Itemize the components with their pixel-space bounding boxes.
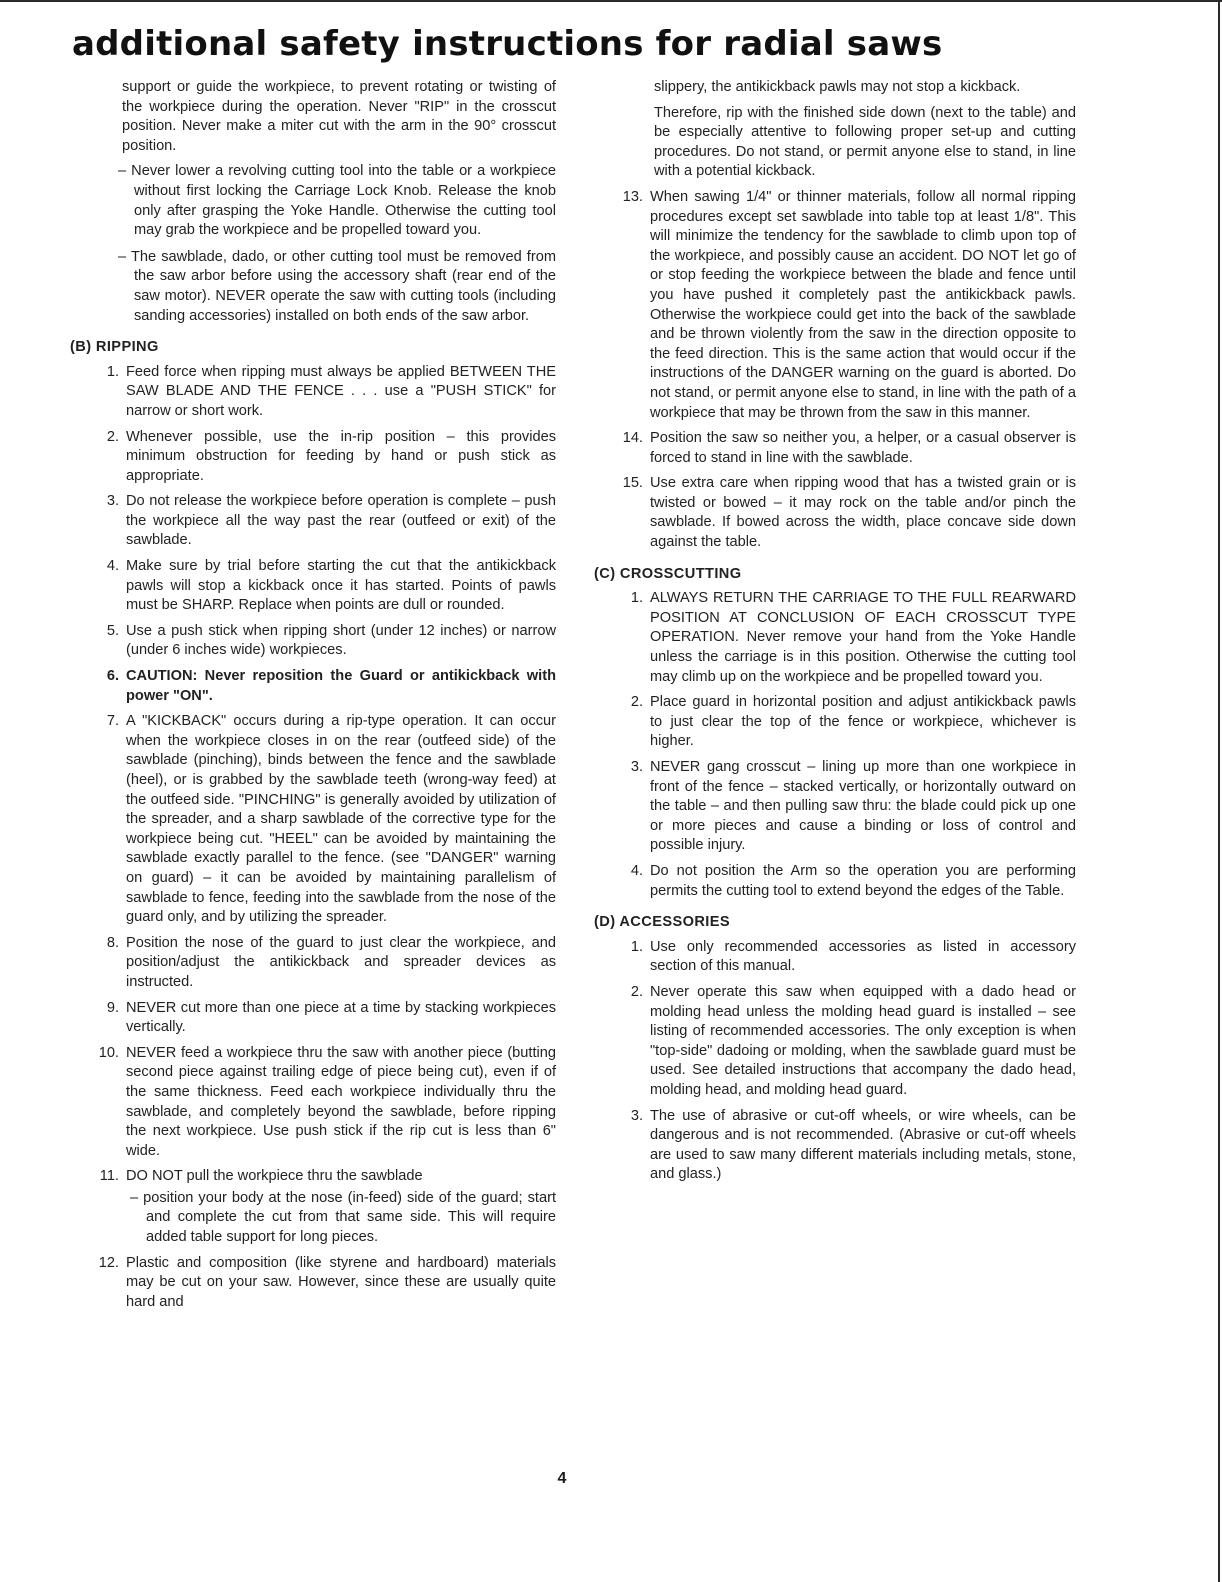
continued-paragraph: slippery, the antikickback pawls may not stop a kickback. [654,79,1021,95]
page-title: additional safety instructions for radial saws [72,24,943,64]
item-number: 6. [106,668,119,685]
dash-item: – Never lower a revolving cutting tool into the table or a workpiece without first locking the Carriage Lock Knob. Release the knob only after grasping the Yoke Handle. Otherwise the cutting tool may grab the workpiece and be propelled toward you. [118,163,556,239]
list-item [70,492,556,551]
item-number: 13. [622,188,643,205]
item-number: 7. [106,713,119,730]
item-number: 11. [99,1168,119,1185]
sub-item: – position your body at the nose (in-feed) side of the guard; start and complete the cut from that same side. This will require added table support for long pieces. [130,1189,556,1246]
list-item [594,938,1076,977]
list-item [70,428,556,487]
item-text: Plastic and composition (like styrene and hardboard) materials may be cut on your saw. However, since these are usually quite hard and [126,1254,556,1310]
item-text: Whenever possible, use the in-rip position – this provides minimum obstruction for feeding by hand or push stick as appropriate. [126,428,556,484]
item-number: 3. [106,493,119,510]
item-number: 4. [630,862,643,879]
therefore-paragraph: Therefore, rip with the finished side down (next to the table) and be especially attentive to following proper set-up and cutting procedures. Do not stand, or permit anyone else to stand, in line with a potential kickback. [654,104,1076,180]
item-text: A "KICKBACK" occurs during a rip-type operation. It can occur when the workpiece closes in on the rear (outfeed side) of the sawblade (pinching), binds between the fence and the sawblade (heel), or is grabbed by the sawblade teeth (wrong-way feed) at the outfeed side. "PINCHING" is generally avoided by utilization of the spreader, and a sharp sawblade of the corrective type for the workpiece being cut. "HEEL" can be avoided by maintaining the sawblade exactly parallel to the fence. (see "DANGER" warning on guard) – it can be avoided by maintaining parallelism of sawblade to fence, feeding into the sawblade from the nose of the guard only, and by utilizing the spreader. [126,713,556,926]
right-border [1218,0,1220,1582]
item-text: NEVER feed a workpiece thru the saw with another piece (butting second piece against trailing edge of piece being cut), even if of the same thickness. Feed each workpiece individually thru the sawblade, and completely beyond the sawblade, before ripping the next workpiece. Use push stick if the rip cut is less than 6" wide. [126,1044,556,1159]
list-item [70,557,556,616]
list-item [594,1107,1076,1185]
list-item [594,758,1076,856]
item-text: Position the nose of the guard to just clear the workpiece, and position/adjust the antikickback and spreader devices as instructed. [126,934,556,990]
item-number: 15. [622,475,643,492]
list-item [594,188,1076,423]
item-text: Do not position the Arm so the operation you are performing permits the cutting tool to extend beyond the edges of the Table. [650,862,1076,899]
item-number: 4. [106,558,119,575]
item-text: ALWAYS RETURN THE CARRIAGE TO THE FULL REARWARD POSITION AT CONCLUSION OF EACH CROSSCUT TYPE OPERATION. Never remove your hand from the Yoke Handle unless the carriage is in this position. Otherwise the cutting tool may climb up on the workpiece and be propelled toward you. [650,590,1076,685]
item-number: 8. [106,934,119,951]
list-item [70,712,556,928]
right-column [594,78,1076,1191]
item-text: The use of abrasive or cut-off wheels, or wire wheels, can be dangerous and is not recommended. (Abrasive or cut-off wheels are used to saw many different materials including metals, stone, and glass.) [650,1107,1076,1183]
list-item [70,1044,556,1162]
dash-item: – The sawblade, dado, or other cutting tool must be removed from the saw arbor before using the accessory shaft (rear end of the saw motor). NEVER operate the saw with cutting tools (including sanding accessories) installed on both ends of the saw arbor. [118,248,556,324]
item-number: 12. [98,1254,119,1271]
item-text: Make sure by trial before starting the cut that the antikickback pawls will stop a kickback once it has started. Points of pawls must be SHARP. Replace when points are dull or rounded. [126,558,556,614]
item-text: Never operate this saw when equipped with a dado head or molding head unless the molding head guard is installed – see listing of recommended accessories. The only exception is when "top-side" dadoing or molding, when the sawblade guard must be used. See detailed instructions that accompany the dado head, molding head, and molding head guard. [650,983,1076,1098]
item-text: DO NOT pull the workpiece thru the sawblade [126,1168,423,1185]
left-column [70,78,556,1318]
item-text: NEVER gang crosscut – lining up more than one workpiece in front of the fence – stacked vertically, or horizontally outward on the table – and then pulling saw thru: the blade could pick up one or more pieces and cause a binding or loss of control and possible injury. [650,759,1076,854]
item-number: 10. [98,1044,119,1061]
list-item [594,589,1076,687]
caution-item [70,667,556,706]
item-text: Use a push stick when ripping short (under 12 inches) or narrow (under 6 inches wide) workpieces. [126,622,556,659]
item-number: 2. [106,428,119,445]
list-item [70,1167,556,1187]
top-border [0,0,1222,2]
intro-paragraph: support or guide the workpiece, to prevent rotating or twisting of the workpiece during the operation. Never "RIP" in the crosscut position. Never make a miter cut with the arm in the 90° crosscut position. [122,79,556,154]
item-text: When sawing 1/4" or thinner materials, follow all normal ripping procedures except set sawblade into table top at least 1/8". This will minimize the tendency for the sawblade to climb upon top of the workpiece, and possibly cause an accident. DO NOT let go of or stop feeding the workpiece between the blade and fence until you have pushed it completely past the antikickback pawls. Otherwise the workpiece could get into the back of the sawblade and be thrown violently from the saw in the direction opposite to the feed direction. This is the same action that would occur if the instructions of the DANGER warning on the guard is aborted. Do not stand, or permit anyone else to stand, in line with the path of a workpiece that may be thrown from the saw in this manner. [650,188,1076,421]
item-text: Place guard in horizontal position and adjust antikickback pawls to just clear the top of the fence or workpiece, whichever is higher. [650,694,1076,750]
item-number: 14. [622,430,643,447]
item-text: CAUTION: Never reposition the Guard or antikickback with power "ON". [126,668,556,704]
list-item [70,622,556,661]
section-heading-ripping: (B) RIPPING [70,339,159,356]
list-item [594,429,1076,468]
item-number: 1. [630,938,643,955]
list-item [70,934,556,993]
item-number: 3. [630,1107,643,1124]
list-item [594,693,1076,752]
list-item [594,983,1076,1101]
item-text: Feed force when ripping must always be applied BETWEEN THE SAW BLADE AND THE FENCE . . . use a "PUSH STICK" for narrow or short work. [126,363,556,419]
item-number: 2. [630,983,643,1000]
item-number: 9. [106,999,119,1016]
item-text: Use only recommended accessories as listed in accessory section of this manual. [650,938,1076,975]
item-number: 3. [630,759,643,775]
list-item [594,474,1076,552]
section-heading-accessories: (D) ACCESSORIES [594,914,731,931]
item-number: 5. [106,622,119,639]
item-text: Position the saw so neither you, a helper, or a casual observer is forced to stand in line with the sawblade. [650,430,1076,466]
item-number: 1. [106,363,119,380]
item-text: Use extra care when ripping wood that has a twisted grain or is twisted or bowed – it may rock on the table and/or pinch the sawblade. If bowed across the width, place concave side down against the table. [650,475,1076,551]
item-number: 1. [630,590,643,607]
list-item [70,999,556,1038]
page-number: 4 [557,1470,567,1487]
item-text: Do not release the workpiece before operation is complete – push the workpiece all the way past the rear (outfeed or exit) of the sawblade. [126,493,556,549]
item-text: NEVER cut more than one piece at a time by stacking workpieces vertically. [126,999,556,1036]
section-heading-crosscutting: (C) CROSSCUTTING [594,565,742,582]
list-item [594,862,1076,901]
list-item [70,1254,556,1313]
item-number: 2. [630,694,643,711]
list-item [70,363,556,422]
